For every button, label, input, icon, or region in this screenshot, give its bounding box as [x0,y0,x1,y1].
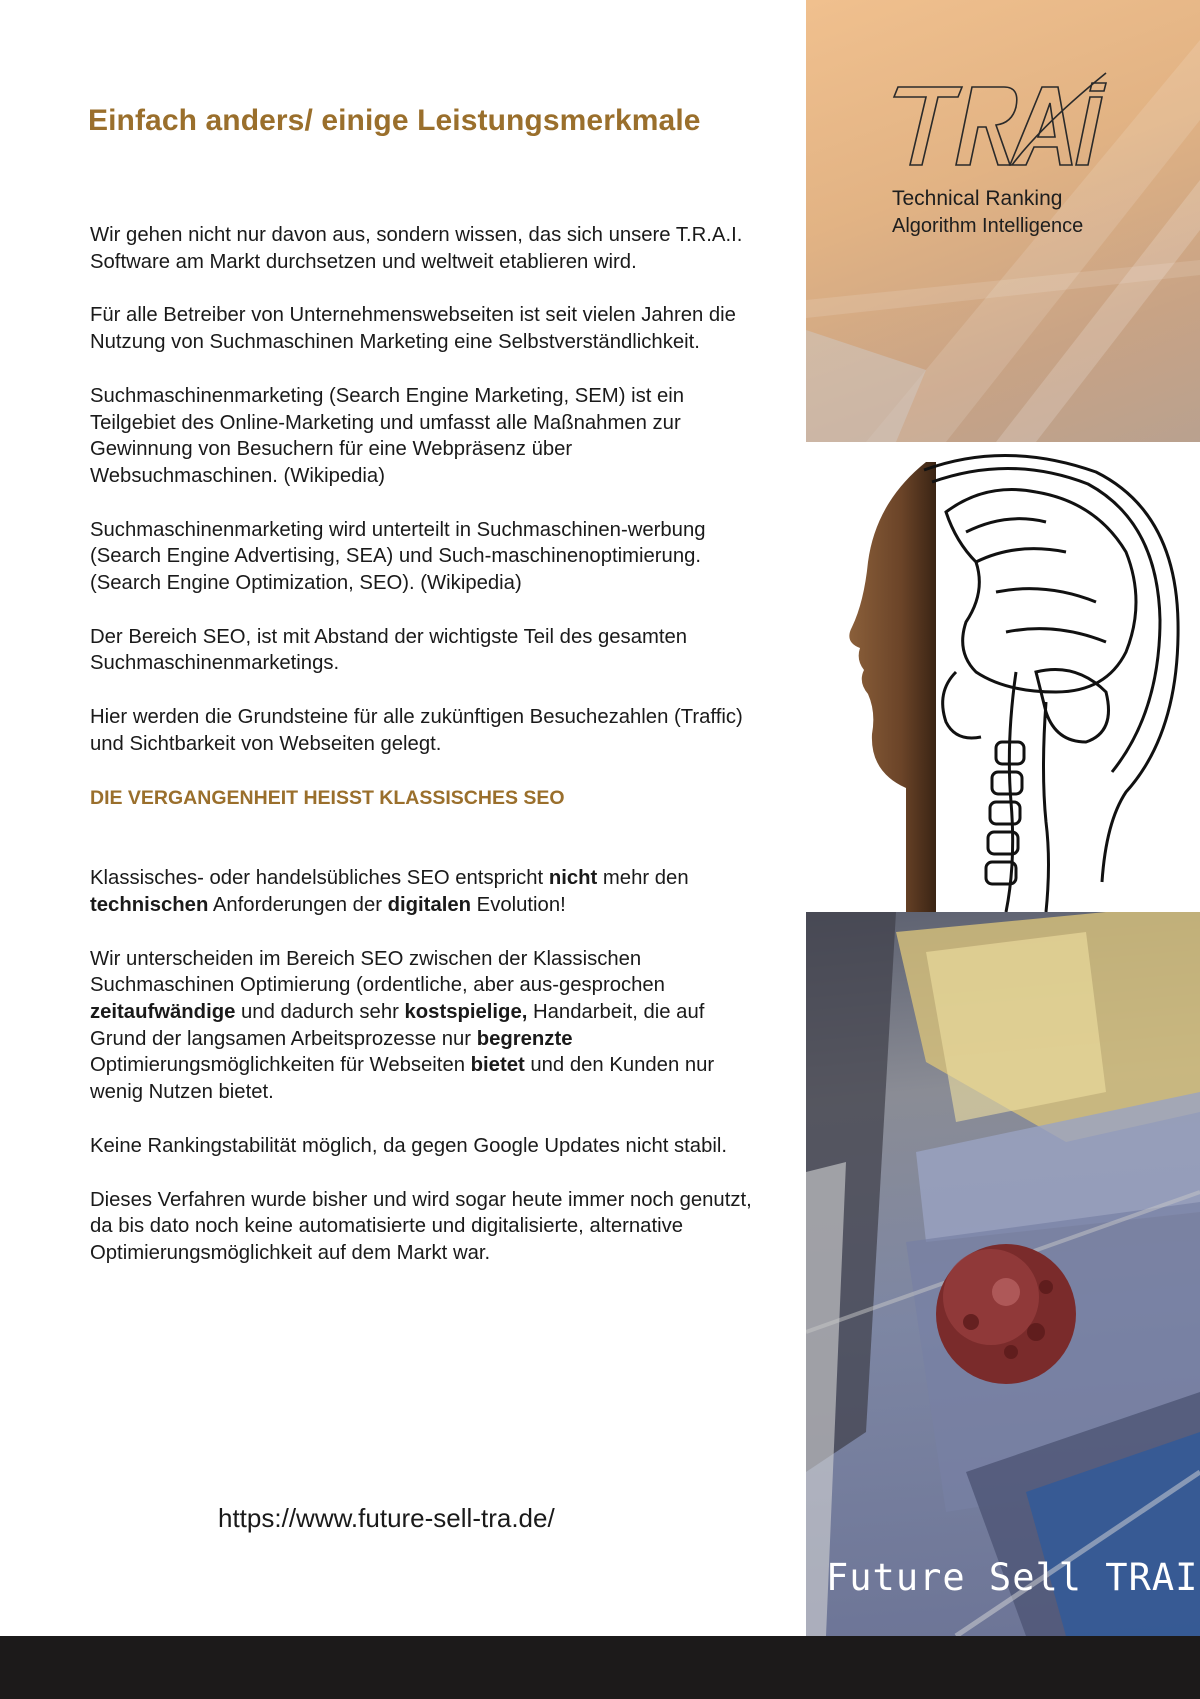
paragraph-10: Dieses Verfahren wurde bisher und wird sogar heute immer noch genutzt, da bis dato noch keine automatisierte und digitalisierte, alternative Optimierungsmöglichkeit auf dem Markt war. [90,1188,752,1264]
logo-panel [806,0,1200,442]
paragraph-5: Der Bereich SEO, ist mit Abstand der wichtigste Teil des gesamten Suchmaschinenmarketings. [90,625,688,675]
p8-bold-3: begrenzte [476,1027,573,1050]
website-link[interactable]: https://www.future-sell-tra.de/ [218,1503,555,1533]
p8-text-5: und den Kunden nur wenig Nutzen bietet. [90,1054,715,1104]
head-brain-illustration [806,442,1200,912]
paragraph-4-line-a: Suchmaschinenmarketing wird unterteilt in Suchmaschinen-werbung (Search Engine Advertising, SEA) und Such-maschinenoptimierung. [90,518,706,568]
body-text [90,222,760,1294]
p7-bold-3: digitalen [387,893,472,916]
trai-logo-icon [892,65,1112,177]
p7-text-1: Klassisches- oder handelsübliches SEO entspricht [90,867,549,890]
brain-anatomy-icon [924,455,1178,912]
brand-panel [806,912,1200,1636]
building-backdrop [806,912,1200,1636]
paragraph-4-line-b: (Search Engine Optimization, SEO). (Wikipedia) [90,572,522,595]
logo-subtitle-line-1: Technical Ranking [892,187,1063,210]
paragraph-1: Wir gehen nicht nur davon aus, sondern wissen, das sich unsere T.R.A.I. Software am Markt durchsetzen und weltweit etablieren wird. [90,224,743,273]
brand-name: Future Sell TRAI [826,1556,1199,1599]
illustration-panel [806,442,1200,912]
p7-text-3: Anforderungen der [208,893,388,916]
p7-bold-2: technischen [90,893,209,916]
p8-bold-2: kostspielige, [404,1001,528,1024]
paragraph-3: Suchmaschinenmarketing (Search Engine Marketing, SEM) ist ein Teilgebiet des Online-Marketing und umfasst alle Maßnahmen zur Gewinnung von Besuchern für eine Webpräsenz über Websuchmaschinen. (Wikipedia) [90,384,685,487]
p8-text-2: und dadurch sehr [235,1001,405,1024]
section-heading: DIE VERGANGENHEIT HEISST KLASSISCHES SEO [90,786,565,809]
p8-text-3: Handarbeit, die auf Grund der langsamen Arbeitsprozesse nur [90,1001,705,1050]
paragraph-9: Keine Rankingstabilität möglich, da gegen Google Updates nicht stabil. [90,1134,727,1157]
bottom-bar [0,1636,1200,1699]
p7-text-2: mehr den [597,867,689,890]
page-title: Einfach anders/ einige Leistungsmerkmale [88,104,701,137]
paragraph-4 [90,517,760,597]
paragraph-2: Für alle Betreiber von Unternehmenswebseiten ist seit vielen Jahren die Nutzung von Suchmaschinen Marketing eine Selbstverständlichkeit. [90,304,736,354]
p8-text-1: Wir unterscheiden im Bereich SEO zwischen der Klassischen Suchmaschinen Optimierung (ordentliche, aber aus-gesprochen [90,947,665,997]
paragraph-7 [90,865,760,918]
logo-subtitle-line-2: Algorithm Intelligence [892,215,1084,237]
p8-text-4: Optimierungsmöglichkeiten für Webseiten [90,1054,471,1077]
p8-bold-4: bietet [470,1054,525,1077]
paragraph-8 [90,946,760,1106]
p7-bold-1: nicht [548,867,598,890]
face-profile-icon [849,462,936,912]
p7-text-4: Evolution! [471,893,566,916]
paragraph-6: Hier werden die Grundsteine für alle zukünftigen Besuchezahlen (Traffic) und Sichtbarkeit von Webseiten gelegt. [90,706,743,755]
p8-bold-1: zeitaufwändige [90,1001,236,1024]
sphere-icon [936,1244,1076,1384]
